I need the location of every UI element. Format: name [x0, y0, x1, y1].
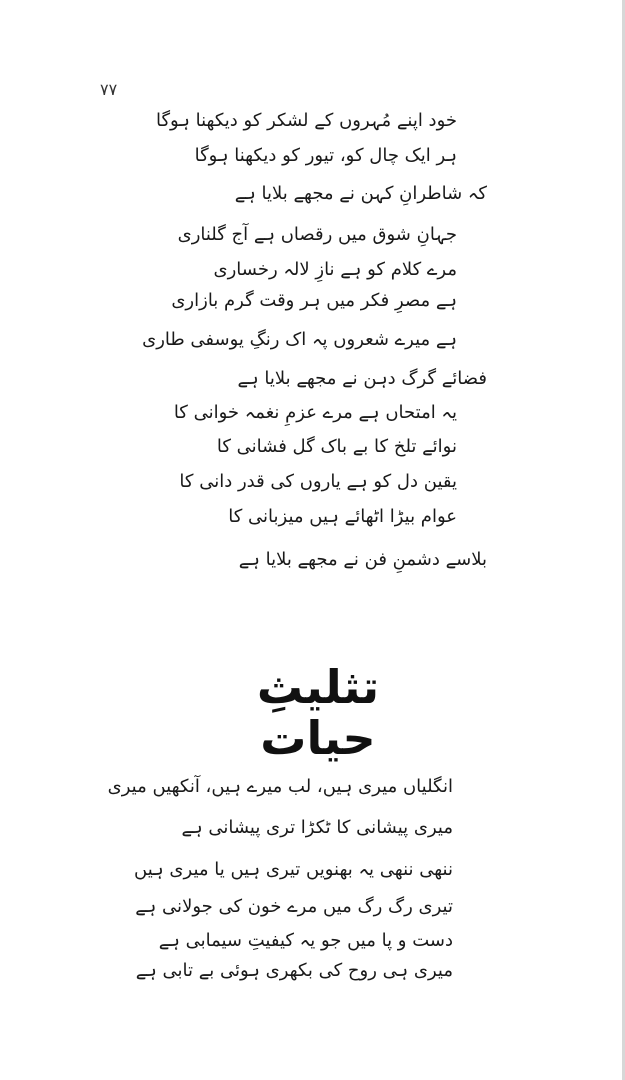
poem-1-refrain-1: کہ شاطرانِ کہن نے مجھے بلایا ہے: [234, 183, 487, 204]
poem-1-line-6: ہے مصرِ فکر میں ہر وقت گرم بازاری: [171, 290, 457, 311]
poem-2-line-6: میری ہی روح کی بکھری ہوئی بے تابی ہے: [135, 960, 453, 981]
poem-1-line-7: ہے میرے شعروں پہ اک رنگِ یوسفی طاری: [142, 329, 457, 350]
poem-1-line-9: یہ امتحاں ہے مرے عزمِ نغمہ خوانی کا: [173, 402, 457, 423]
poem-1-refrain-2: فضائے گرگ دہن نے مجھے بلایا ہے: [237, 368, 487, 389]
poem-1-line-10: نوائے تلخ کا بے باک گل فشانی کا: [216, 436, 457, 457]
poem-2-line-1: انگلیاں میری ہیں، لب میرے ہیں، آنکھیں میری: [107, 776, 453, 797]
poem-1-line-1: خود اپنے مُہروں کے لشکر کو دیکھنا ہوگا: [156, 110, 457, 131]
poem-2-title: تثلیثِ حیات: [256, 660, 380, 765]
page-number: ۷۷: [100, 80, 118, 99]
poem-1-line-11: یقین دل کو ہے یاروں کی قدر دانی کا: [179, 471, 457, 492]
poem-2-line-4: تیری رگ رگ میں مرے خون کی جولانی ہے: [135, 896, 453, 917]
poem-1-line-4: جہانِ شوق میں رقصاں ہے آج گلناری: [177, 224, 457, 245]
poem-1-refrain-3: بلاسے دشمنِ فن نے مجھے بلایا ہے: [238, 549, 487, 570]
poem-2-line-2: میری پیشانی کا ٹکڑا تری پیشانی ہے: [181, 817, 453, 838]
poem-1-line-12: عوام بیڑا اٹھائے ہیں میزبانی کا: [228, 506, 457, 527]
poem-2-line-3: ننھی ننھی یہ بھنویں تیری ہیں یا میری ہیں: [134, 859, 453, 880]
poem-1-line-5: مرے کلام کو ہے نازِ لالہ رخساری: [213, 259, 457, 280]
poem-1-line-2: ہر ایک چال کو، تیور کو دیکھنا ہوگا: [194, 145, 457, 166]
poem-2-line-5: دست و پا میں جو یہ کیفیتِ سیمابی ہے: [158, 930, 453, 951]
